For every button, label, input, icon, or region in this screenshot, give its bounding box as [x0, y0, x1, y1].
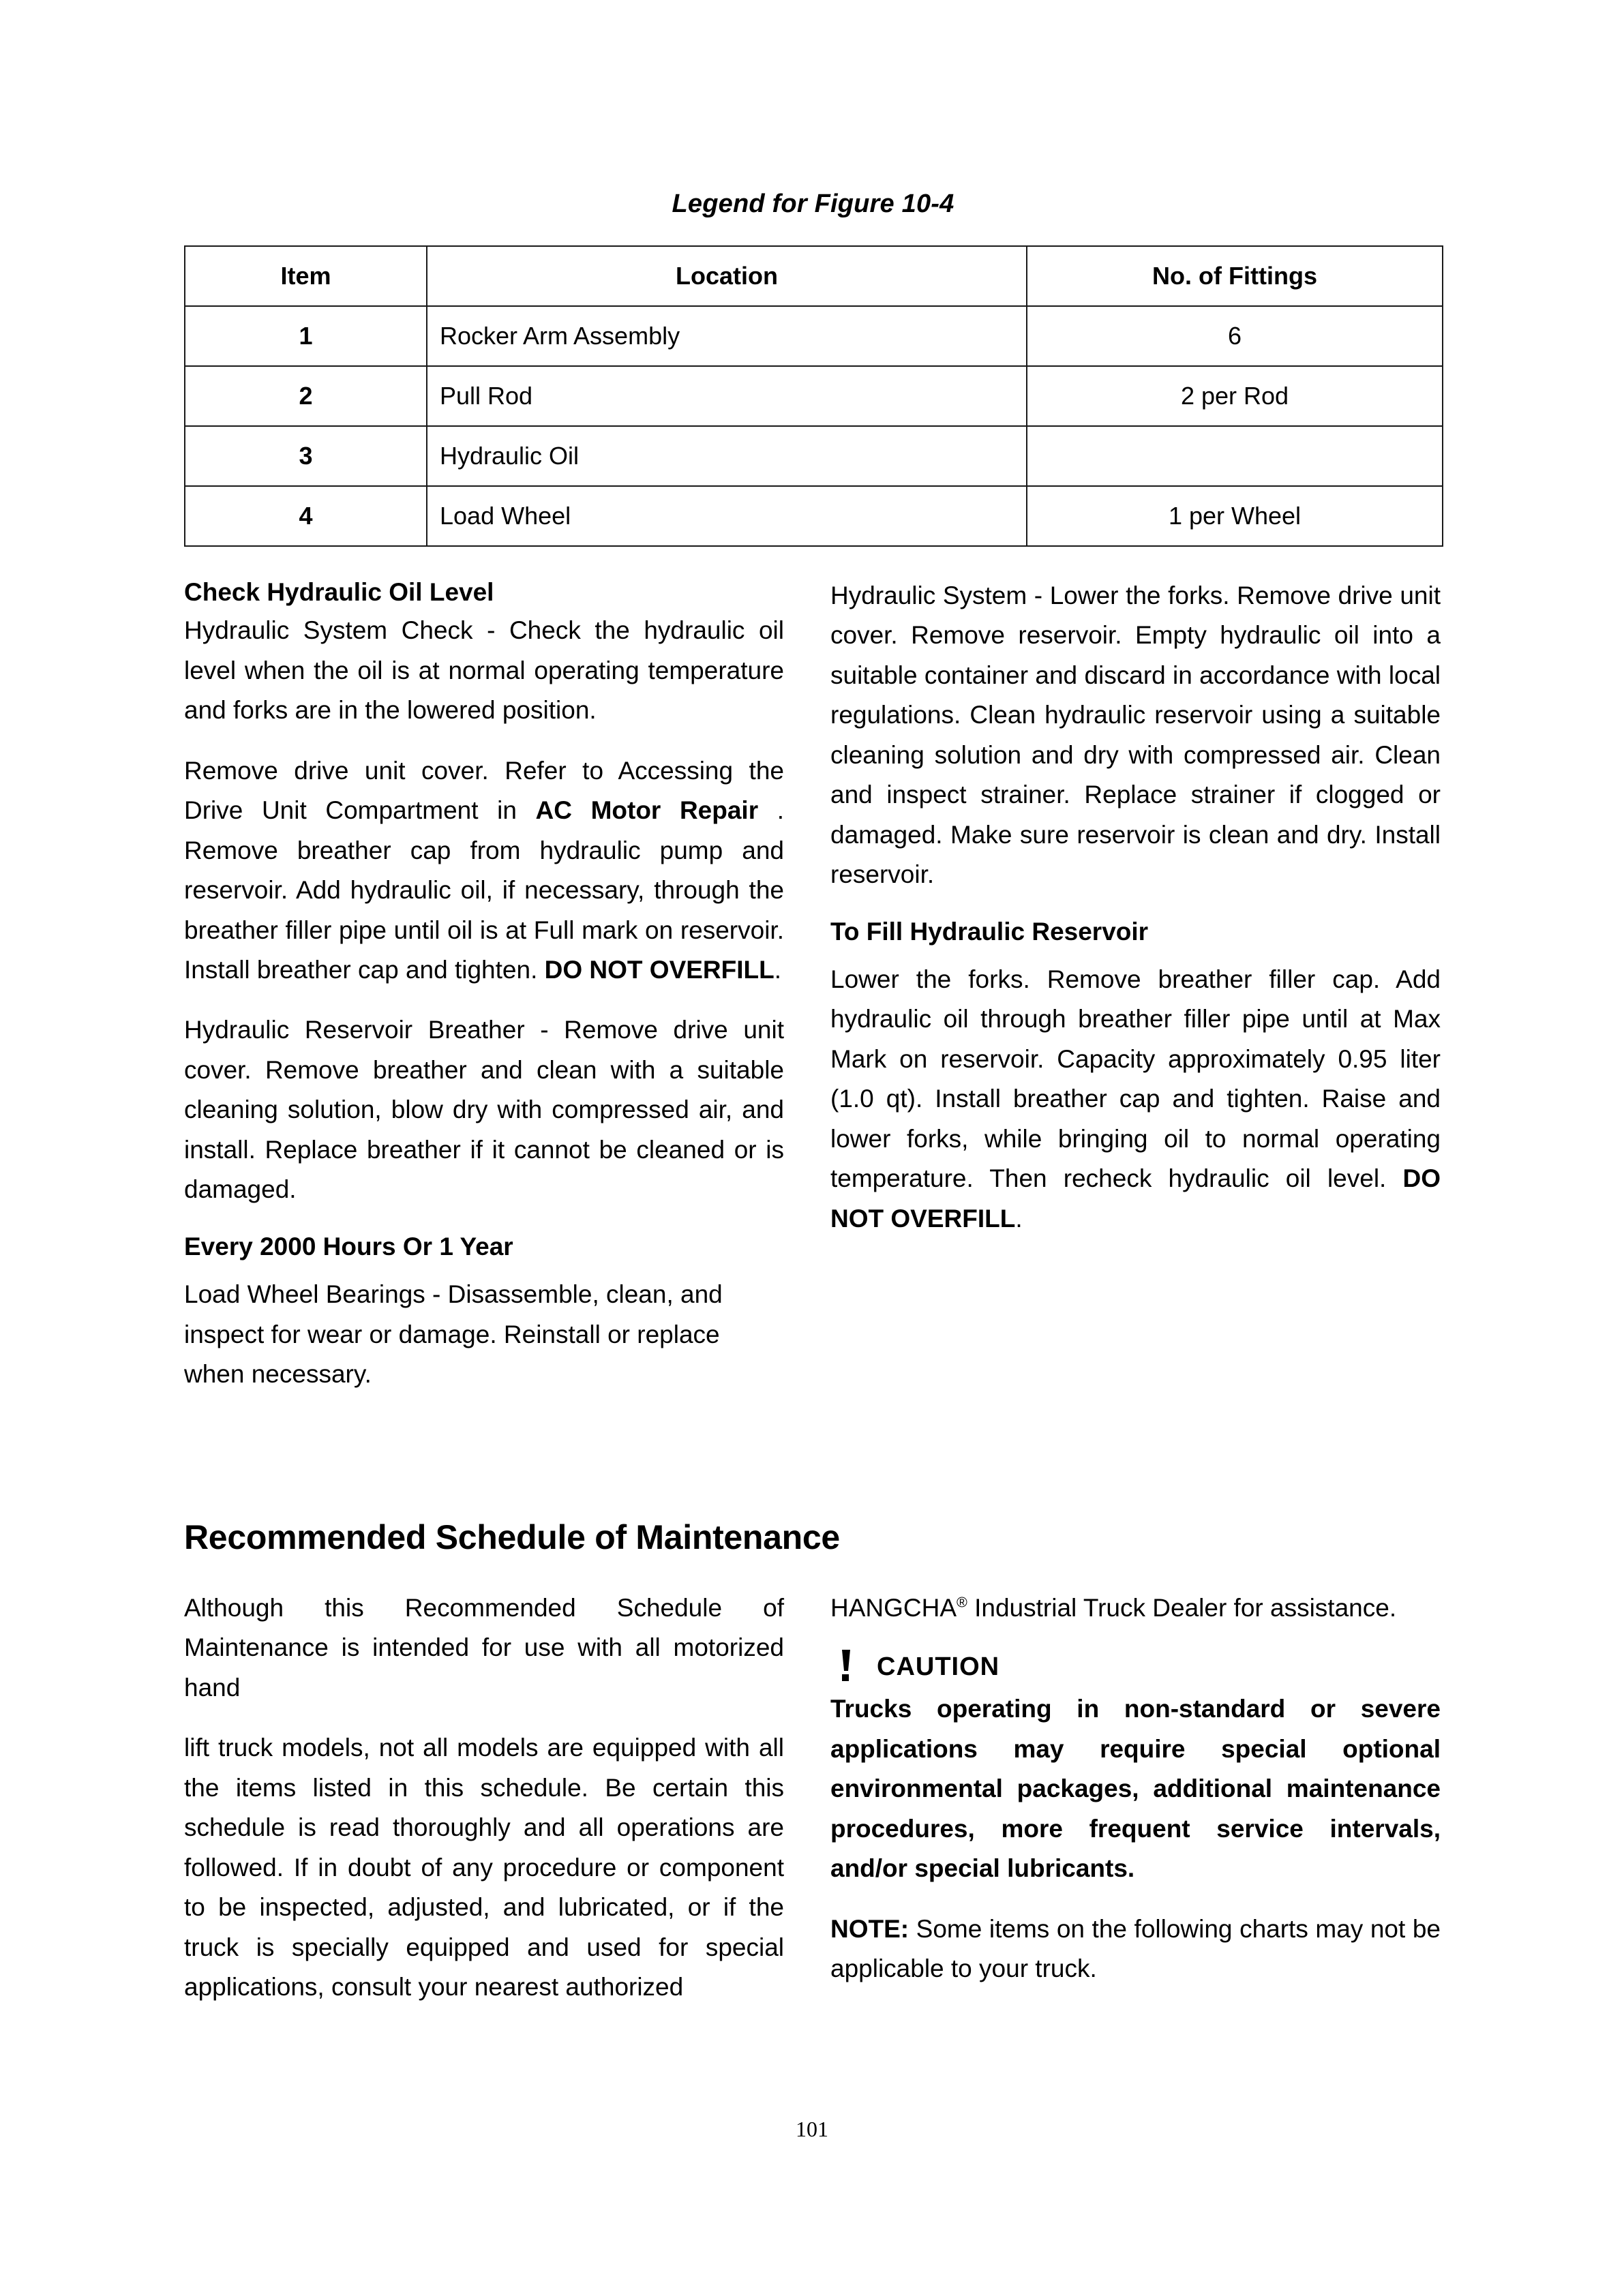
cell-fittings: 2 per Rod	[1027, 366, 1443, 426]
table-row	[185, 366, 1443, 426]
text-segment: Lower the forks. Remove breather filler cap. Add hydraulic oil through breather filler pipe until at Max Mark on reservoir. Capacity approximately 0.95 liter (1.0 qt). Install breather cap and tighten. Raise and lower forks, while bringing oil to normal operating temperature. Then recheck hydraulic oil level.	[830, 965, 1441, 1193]
page-number: 101	[796, 2117, 828, 2141]
text-segment: Some items on the following charts may not be applicable to your truck.	[830, 1914, 1441, 1983]
legend-table	[184, 245, 1443, 547]
text-segment: . Remove breather cap from hydraulic pump and reservoir. Add hydraulic oil, if necessary, through the breather filler pipe until oil is at Full mark on reservoir. Install breather cap and tighten.	[184, 796, 785, 984]
table-row	[185, 306, 1443, 366]
lower-right-column	[830, 1588, 1441, 1989]
paragraph-hydraulic-system-check: Hydraulic System Check - Check the hydraulic oil level when the oil is at normal operating temperature and forks are in the lowered position.	[184, 616, 784, 725]
paragraph-caution-body: Trucks operating in non-standard or severe applications may require special optional environmental packages, additional maintenance procedures, more frequent service intervals, and/or special lubricants.	[830, 1695, 1441, 1883]
cell-location: Hydraulic Oil	[427, 426, 1027, 486]
heading-check-hydraulic-oil-level: Check Hydraulic Oil Level	[184, 578, 494, 606]
caution-label: CAUTION	[877, 1652, 1000, 1681]
cell-fittings: 1 per Wheel	[1027, 486, 1443, 546]
figure-legend-title: Legend for Figure 10-4	[672, 190, 954, 218]
cell-fittings: 6	[1027, 306, 1443, 366]
table-header-row	[185, 246, 1443, 306]
text-emphasis-do-not-overfill: DO NOT OVERFILL	[544, 955, 775, 984]
warning-exclamation-icon	[830, 1648, 862, 1685]
column-header-fittings: No. of Fittings	[1027, 246, 1443, 306]
cell-item: 1	[185, 306, 427, 366]
heading-every-2000-hours: Every 2000 Hours Or 1 Year	[184, 1232, 513, 1260]
paragraph-load-wheel-bearings: Load Wheel Bearings - Disassemble, clean, and inspect for wear or damage. Reinstall or replace when necessary.	[184, 1280, 723, 1388]
paragraph-to-fill-instructions	[830, 960, 1441, 1239]
upper-right-column	[830, 576, 1441, 1239]
text-segment: Industrial Truck Dealer for assistance.	[967, 1594, 1397, 1622]
lower-left-column	[184, 1588, 784, 2008]
paragraph-hydraulic-reservoir-breather: Hydraulic Reservoir Breather - Remove drive unit cover. Remove breather and clean with a suitable cleaning solution, blow dry with compressed air, and install. Replace breather if it cannot be cleaned or is damaged.	[184, 1016, 784, 1204]
column-header-item: Item	[185, 246, 427, 306]
cell-fittings	[1027, 426, 1443, 486]
caution-header	[830, 1648, 1441, 1685]
page-title-recommended-schedule: Recommended Schedule of Maintenance	[184, 1518, 840, 1556]
paragraph-lift-truck-models: lift truck models, not all models are equipped with all the items listed in this schedule. Be certain this schedule is read thoroughly and all operations are followed. If in doubt of any procedure or component to be inspected, adjusted, and lubricated, or if the truck is specially equipped and used for special applications, consult your nearest authorized	[184, 1734, 784, 2002]
table-row	[185, 486, 1443, 546]
note-label: NOTE:	[830, 1914, 909, 1943]
paragraph-hydraulic-system: Hydraulic System - Lower the forks. Remove drive unit cover. Remove reservoir. Empty hydraulic oil into a suitable container and discard in accordance with local regulations. Clean hydraulic reservoir using a suitable cleaning solution and dry with compressed air. Clean and inspect strainer. Replace strainer if clogged or damaged. Make sure reservoir is clean and dry. Install reservoir.	[830, 581, 1441, 889]
text-segment: .	[774, 955, 782, 984]
cell-item: 3	[185, 426, 427, 486]
brand-name-hangcha: HANGCHA	[830, 1594, 957, 1622]
column-header-location: Location	[427, 246, 1027, 306]
cell-item: 4	[185, 486, 427, 546]
text-emphasis-do-not-overfill: DO NOT OVERFILL	[830, 1164, 1441, 1233]
cell-location: Pull Rod	[427, 366, 1027, 426]
cell-item: 2	[185, 366, 427, 426]
text-segment: .	[1015, 1204, 1023, 1233]
paragraph-dealer-assistance	[830, 1588, 1441, 1628]
cell-location: Load Wheel	[427, 486, 1027, 546]
table-row	[185, 426, 1443, 486]
text-emphasis-ac-motor-repair: AC Motor Repair	[535, 796, 759, 825]
cell-location: Rocker Arm Assembly	[427, 306, 1027, 366]
heading-to-fill-hydraulic-reservoir: To Fill Hydraulic Reservoir	[830, 917, 1149, 946]
upper-left-column	[184, 576, 784, 1394]
paragraph-remove-drive-unit-cover	[184, 751, 784, 991]
paragraph-although-schedule: Although this Recommended Schedule of Maintenance is intended for use with all motorized hand	[184, 1594, 784, 1702]
registered-trademark-icon: ®	[957, 1594, 967, 1611]
paragraph-note	[830, 1909, 1441, 1989]
text-segment: Remove drive unit cover. Refer to Accessing the Drive Unit Compartment in	[184, 756, 784, 825]
